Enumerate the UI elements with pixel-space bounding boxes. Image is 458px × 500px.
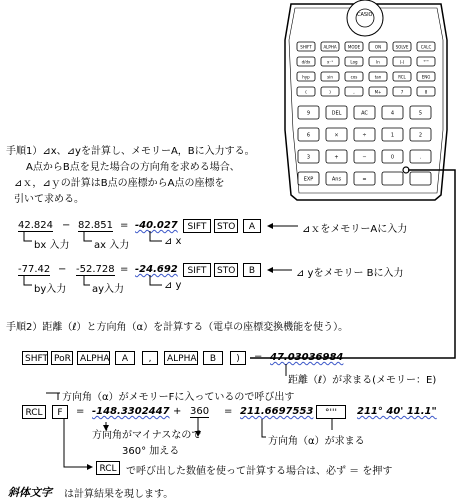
memf-note: 方向角（α）がメモリーFに入っているので呼び出す [62, 392, 295, 403]
row2-eq: = [120, 264, 129, 275]
calc-key-label: RCL [398, 74, 406, 80]
calc-key-label: − [362, 154, 367, 161]
calc-key-label: AC [361, 110, 368, 117]
row1-minus: − [62, 220, 71, 231]
calc-key-label: ( [305, 89, 307, 95]
calc-key-label: ) [329, 89, 331, 95]
key-a-1: A [243, 219, 261, 233]
key-a: A [115, 351, 135, 365]
calc-key-label: 6 [306, 132, 311, 139]
step1-line4: 引いて求める。 [14, 194, 84, 205]
calc-key-label: 5 [418, 110, 423, 117]
row1-label-dx: ⊿ x [164, 236, 182, 247]
calc-key-label: 9 [306, 110, 311, 117]
key-sift-1: SIFT [183, 219, 211, 233]
calc-key-label: 3 [306, 154, 311, 161]
calc-key-label: DEL [331, 110, 342, 117]
row2-label-dy: ⊿ y [164, 280, 182, 291]
key-shft: SHFT [22, 351, 48, 365]
add-360: 360 [190, 406, 210, 417]
calc-key-label: EXP [303, 176, 314, 183]
key-rcl-note: RCL [96, 461, 120, 475]
calc-key-label: ON [374, 44, 382, 50]
footer-italic: 斜体文字 [8, 486, 52, 499]
angle-result: 211.6697553 [240, 406, 314, 417]
key-f: F [52, 405, 68, 419]
step2-title: 手順2）距離（ℓ）と方向角（α）を計算する（電卓の座標変換機能を使う）。 [6, 322, 349, 333]
calc-key-label: ln [376, 59, 380, 65]
neg-note-1: 方向角がマイナスなので [92, 430, 202, 441]
step1-title: 手順1）⊿x、⊿yを計算し、メモリーA，Bに入力する。 [6, 146, 255, 157]
calc-key-label: SOLVE [395, 44, 409, 50]
calc-key-label: . [419, 154, 422, 161]
found-note: 方向角（α）が求まる [268, 436, 365, 447]
row1-label-ax: ax 入力 [94, 240, 130, 251]
row2-label-by: by入力 [34, 284, 67, 295]
calc-key-label: 8 [424, 89, 428, 95]
calc-key-label: Ans [331, 176, 342, 183]
calc-key-label: x⁻¹ [326, 59, 334, 65]
step2-eq: = [254, 352, 263, 363]
calc-key-label: ENG [421, 74, 431, 80]
neg-note-2: 360° 加える [122, 446, 180, 457]
row2-note: ⊿ yをメモリー Bに入力 [296, 268, 404, 279]
calc-key-label: , [353, 89, 355, 95]
key-alpha-1: ALPHA [77, 351, 110, 365]
step1-line3: ⊿ｘ，⊿ｙの計算はB点の座標からA点の座標を [14, 178, 225, 189]
row1-note: ⊿ｘをメモリーAに入力 [302, 224, 408, 235]
step2-eq3: = [224, 406, 233, 417]
footer-rest: は計算結果を現します。 [64, 489, 174, 500]
calc-key-label: = [362, 176, 367, 183]
key-rcl: RCL [22, 405, 46, 419]
key-b: B [203, 351, 223, 365]
calc-key-label: × [334, 132, 339, 139]
calc-key-label: cos [350, 74, 358, 80]
calc-key-label: M+ [374, 89, 382, 95]
dist-note: 距離（ℓ）が求まる(メモリー：E) [288, 375, 437, 386]
calc-key-label: Log [350, 59, 358, 65]
calc-key-label: (-) [399, 59, 405, 65]
rcl-note: で呼び出した数値を使って計算する場合は、必ず ＝ を押す [126, 466, 393, 477]
calc-brand: CASIO [357, 12, 373, 18]
dms-result: 211° 40' 11.1" [357, 406, 437, 417]
row2-value-b: -52.728 [76, 264, 115, 275]
calc-key-label: ALPHA [323, 44, 337, 50]
row1-label-bx: bx 入力 [34, 240, 70, 251]
calc-key-label: 7 [400, 89, 404, 95]
neg-angle: -148.3302447 [92, 406, 170, 417]
key-close-paren: ) [230, 351, 246, 365]
key-comma: , [142, 351, 158, 365]
calc-key-label: hyp [302, 74, 310, 80]
row2-result: -24.692 [135, 264, 178, 275]
calc-key-label: SHIFT [300, 44, 312, 50]
key-dms: °''' [316, 405, 346, 419]
row1-eq: = [120, 220, 129, 231]
step2-eq2: = [76, 406, 85, 417]
calc-key-label: tan [374, 74, 382, 80]
calc-key-label: °''' [423, 59, 429, 65]
row1-value-b: 82.851 [78, 220, 113, 231]
row1-value-a: 42.824 [18, 220, 53, 231]
key-b-2: B [243, 263, 261, 277]
row2-label-ay: ay入力 [92, 284, 125, 295]
row1-result: -40.027 [135, 220, 178, 231]
row2-minus: − [58, 264, 67, 275]
plus-sign: + [173, 406, 182, 417]
key-sto-2: STO [214, 263, 238, 277]
key-alpha-2: ALPHA [164, 351, 198, 365]
calc-key-label: MODE [347, 44, 361, 50]
calc-key-label: 2 [418, 132, 423, 139]
calc-key-label: CALC [420, 44, 432, 50]
calc-key-label: 0 [390, 154, 395, 161]
step1-line2: A点からB点を見た場合の方向角を求める場合、 [26, 162, 240, 173]
calc-key-label: sin [327, 74, 333, 80]
calc-key-label: 1 [390, 132, 395, 139]
calc-key-label: ÷ [362, 132, 367, 139]
calc-key-label: d/dx [301, 59, 311, 65]
key-sift-2: SIFT [183, 263, 211, 277]
calc-key-label: + [334, 154, 339, 161]
key-sto-1: STO [214, 219, 238, 233]
calc-key-label: 4 [390, 110, 395, 117]
row2-value-a: -77.42 [18, 264, 51, 275]
step2-result: 47.03036984 [270, 352, 344, 363]
key-por: PoR [51, 351, 73, 365]
